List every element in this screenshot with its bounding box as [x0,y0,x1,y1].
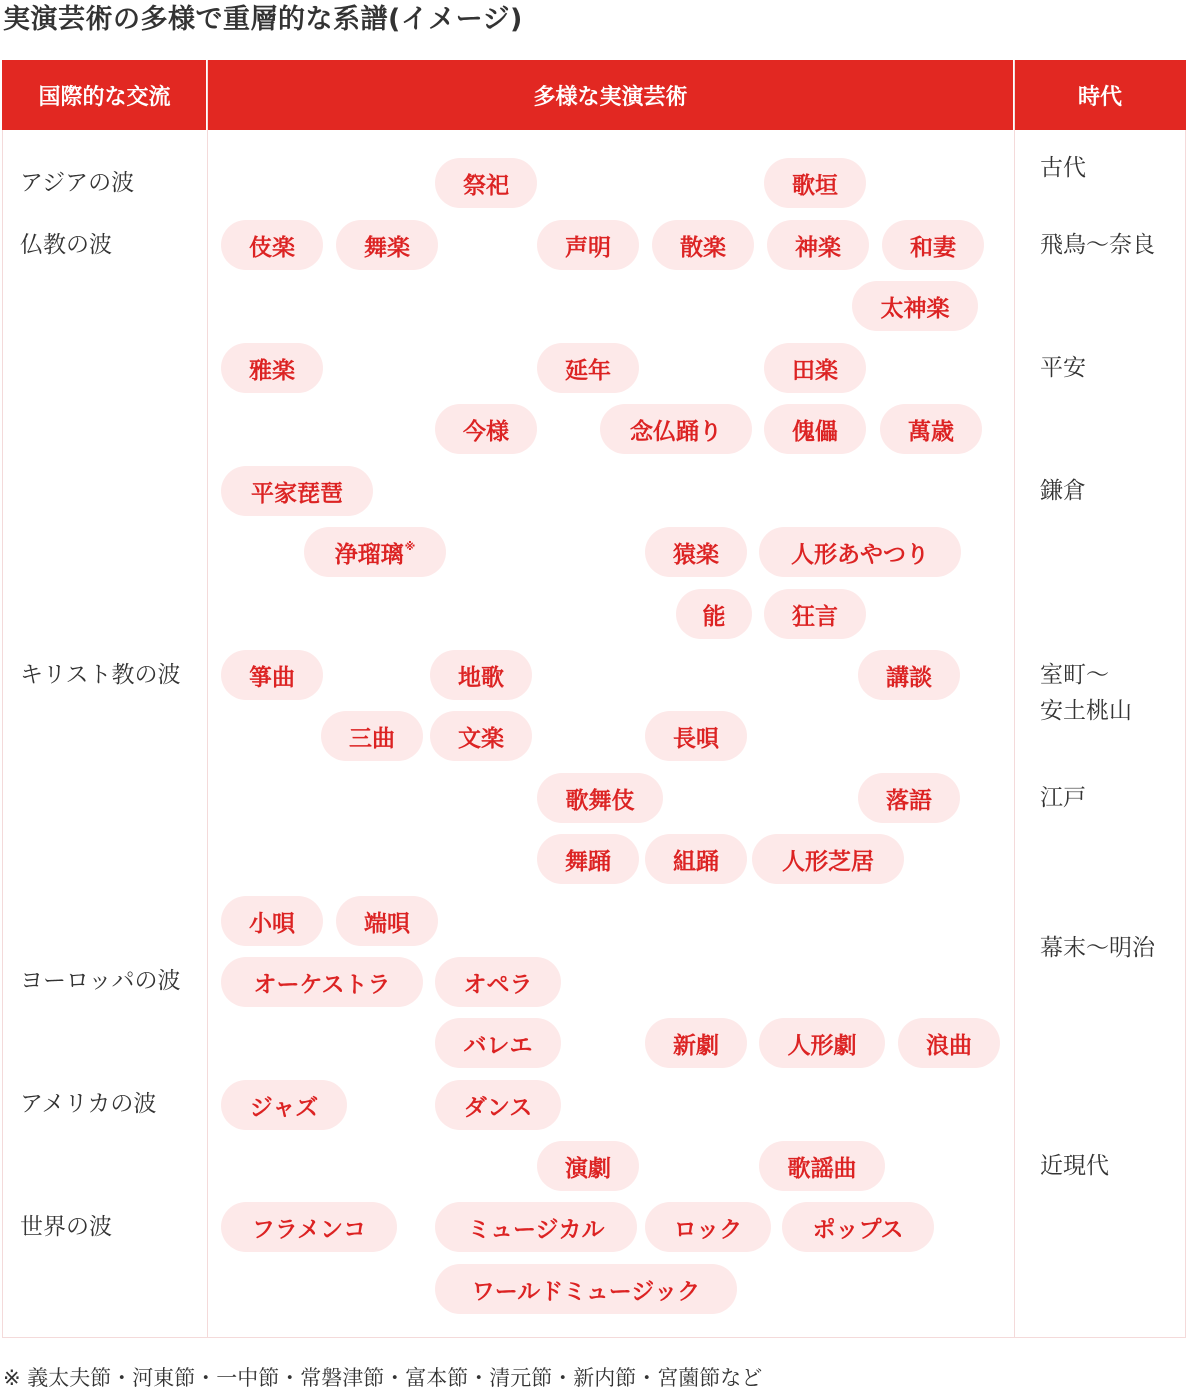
art-pill: 地歌 [430,650,532,700]
art-pill: 文楽 [430,711,532,761]
art-pill: 歌舞伎 [537,773,663,823]
art-pill: ポップス [782,1202,934,1252]
art-pill: 箏曲 [221,650,323,700]
art-pill: 散楽 [652,220,754,270]
note-mark: ※ [404,539,416,553]
art-pill: 人形あやつり [759,527,961,577]
art-pill: 人形芝居 [752,834,904,884]
era-heian: 平安 [1040,355,1086,381]
header-eras: 時代 [1014,60,1186,130]
page-title: 実演芸術の多様で重層的な系譜(イメージ) [3,4,523,35]
art-pill: 雅楽 [221,343,323,393]
footnote: ※ 義太夫節・河東節・一中節・常磐津節・富本節・清元節・新内節・宮薗節など [3,1366,763,1390]
art-pill: オペラ [435,957,561,1007]
era-kamakura: 鎌倉 [1040,478,1086,504]
era-muromachi-azuchi-momoyama: 室町〜 安土桃山 [1040,662,1132,724]
art-pill: フラメンコ [221,1202,397,1252]
art-pill: 舞踊 [537,834,639,884]
art-pill: 演劇 [537,1141,639,1191]
art-pill: 組踊 [645,834,747,884]
art-pill: 猿楽 [645,527,747,577]
art-pill: 人形劇 [759,1018,885,1068]
art-pill: 和妻 [882,220,984,270]
art-pill: ワールドミュージック [435,1264,737,1314]
wave-christianity: キリスト教の波 [20,662,181,688]
art-pill: 太神楽 [852,281,978,331]
wave-asia: アジアの波 [20,170,135,196]
art-pill: バレエ [435,1018,561,1068]
art-pill: 講談 [858,650,960,700]
art-pill: 歌垣 [764,158,866,208]
art-pill: 田楽 [764,343,866,393]
art-pill: 声明 [537,220,639,270]
column-divider [207,60,208,1338]
header-waves: 国際的な交流 [2,60,207,130]
wave-world: 世界の波 [20,1214,112,1240]
art-pill: ダンス [435,1080,561,1130]
art-pill: 浪曲 [898,1018,1000,1068]
art-pill: 能 [676,589,752,639]
art-pill: 落語 [858,773,960,823]
art-pill: 延年 [537,343,639,393]
art-pill: 端唄 [336,896,438,946]
art-pill: 神楽 [767,220,869,270]
art-pill: 狂言 [764,589,866,639]
era-ancient: 古代 [1040,155,1086,181]
column-divider [1014,60,1015,1338]
art-pill: 三曲 [321,711,423,761]
era-modern: 近現代 [1040,1153,1109,1179]
art-pill: 伎楽 [221,220,323,270]
art-pill: オーケストラ [221,957,423,1007]
art-pill: ミュージカル [435,1202,637,1252]
art-pill: ジャズ [221,1080,347,1130]
art-pill: 萬歳 [880,404,982,454]
wave-buddhism: 仏教の波 [20,232,112,258]
art-pill: 新劇 [645,1018,747,1068]
art-pill: 舞楽 [336,220,438,270]
header-arts: 多様な実演芸術 [207,60,1014,130]
art-pill: 長唄 [645,711,747,761]
art-pill: 傀儡 [764,404,866,454]
era-asuka-nara: 飛鳥〜奈良 [1040,232,1155,258]
art-pill: 平家琵琶 [221,466,373,516]
art-pill: 今様 [435,404,537,454]
art-pill: 祭祀 [435,158,537,208]
art-pill: 小唄 [221,896,323,946]
art-pill: 歌謡曲 [759,1141,885,1191]
era-edo: 江戸 [1040,785,1086,811]
era-bakumatsu-meiji: 幕末〜明治 [1040,935,1155,961]
art-pill: 念仏踊り [600,404,752,454]
wave-europe: ヨーロッパの波 [20,968,181,994]
art-pill: ロック [645,1202,771,1252]
art-pill-joruri: 浄瑠璃 ※ [304,527,446,577]
wave-america: アメリカの波 [20,1091,157,1117]
